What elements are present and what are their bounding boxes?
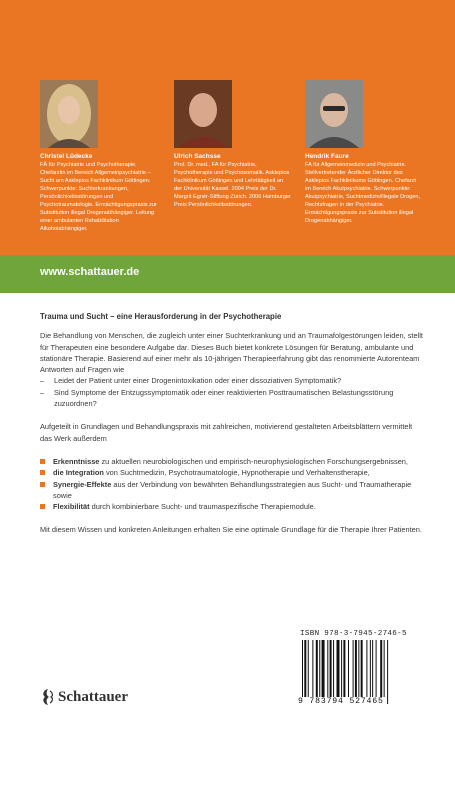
publisher-logo-icon [40,688,56,706]
author-photo-3 [305,80,363,148]
author-name-3: Hendrik Faure [305,153,349,160]
author-bio-3: FA für Allgemeinmedizin und Psychiatrie. Stellvertretender Ärztlicher Direktor des Asklepios Fachklinikums Göttingen. Chefarzt im Bereich Akutpsychiatrie. Schwerpunkte: Akutpsychiatrie, Suchtmedizin/illegale Drogen, Rechtsfragen in der Psychiatrie. Ermächtigungspraxis zur Substitution illegal Drogenabhängiger. [305,162,421,224]
author-bio-1: FÄ für Psychiatrie und Psychotherapie. Chefärztin im Bereich Allgemeinpsychiatrie – Sucht am Asklepios Fachklinikum Göttingen. Schwerpunkte: Suchterkrankungen, Persönlichkeitsstörungen und Psychotraumatologie. Ermächtigungspraxis zur Substitution illegal Drogenabhängiger. Leitung einer ambulanten Rehabilitation Alkoholabhängiger. [40,162,157,232]
blurb-para2: Aufgeteilt in Grundlagen und Behandlungspraxis mit zahlreichen, motivierend gestalteten Arbeitsblättern vermittelt das Werk außerdem [40,422,413,443]
blurb-closing: Mit diesem Wissen und konkreten Anleitungen erhalten Sie eine optimale Grundlage für die Therapie Ihrer Patienten. [40,525,422,535]
author-card-3 [305,80,423,225]
author-name-2: Ulrich Sachsse [174,153,221,160]
list-item: Synergie-Effekte aus der Verbindung von bewährten Behandlungsstrategien aus Sucht- und Traumatherapie sowie [40,479,425,502]
author-card-1 [40,80,158,233]
list-item: die Integration von Suchtmedizin, Psychotraumatologie, Hypnotherapie und Verhaltenstherapie, [40,467,425,478]
website-link[interactable]: www.schattauer.de [40,266,140,278]
question-list [40,375,425,409]
blurb [40,311,425,536]
feature-list [40,456,425,512]
publisher-logo [40,688,128,706]
author-photo-1 [40,80,98,148]
blurb-intro: Die Behandlung von Menschen, die zugleich unter einer Suchterkrankung und an Traumafolgestörungen leiden, stellt für Therapeuten eine besondere Aufgabe dar. Dieses Buch bietet konkrete Lösungen für Beratung, ambulante und stationäre Therapie. Basierend auf einer mehr als 10-jährigen Therapieerfahrung gibt das renommierte Autorenteam Antworten auf Fragen wie [40,331,423,375]
blurb-heading: Trauma und Sucht – eine Herausforderung in der Psychotherapie [40,312,282,321]
list-item: Erkenntnisse zu aktuellen neurobiologischen und empirisch-neurophysiologischen Forschungsergebnissen, [40,456,425,467]
list-item: Flexibilität durch kombinierbare Sucht- und traumaspezifische Therapiemodule. [40,501,425,512]
list-item: – Leidet der Patient unter einer Drogenintoxikation oder einer dissoziativen Symptomatik? [40,376,342,386]
author-bio-2: Prof. Dr. med., FA für Psychiatrie, Psychotherapie und Psychosomatik. Asklepios Fachklinikum Göttingen und Lehrtätigkeit an der Universität Kassel. 2004 Preis der Dr. Margrit Egnér-Stiftung Zürich. 2006 Hamburger Preis Persönlichkeitsstörungen. [174,162,291,208]
barcode-number: 9 783794 527465 [298,697,384,706]
author-card-2 [174,80,292,209]
publisher-name: Schattauer [58,688,128,705]
isbn-label: ISBN 978-3-7945-2746-5 [300,630,407,638]
author-name-1: Christel Lüdecke [40,153,93,160]
author-photo-2 [174,80,232,148]
list-item: – Sind Symptome der Entzugssymptomatik oder einer reaktivierten Posttraumatischen Belastungsstörung zuzuordnen? [40,387,394,409]
